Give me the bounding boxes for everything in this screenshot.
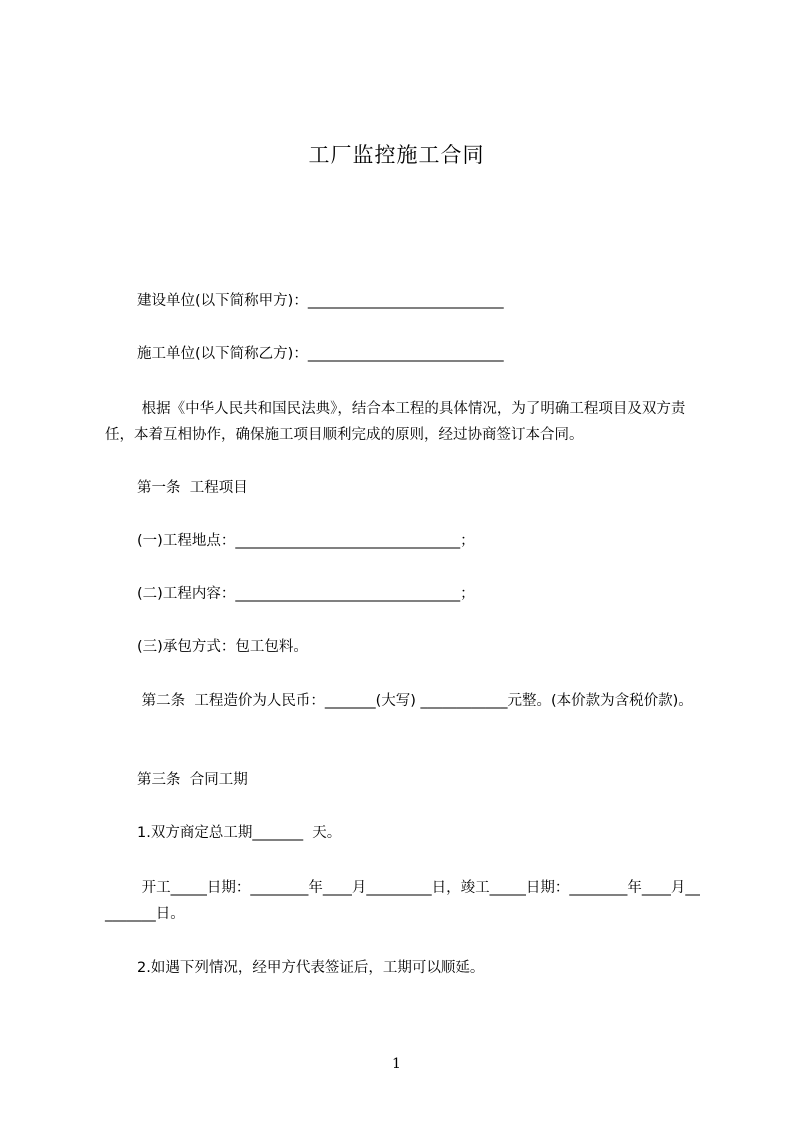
article-1-item-location: (一)工程地点：_______________________________；	[137, 533, 475, 549]
party-a-line: 建设单位(以下简称甲方)：___________________________	[137, 293, 504, 309]
article-3-heading: 第三条 合同工期	[137, 772, 248, 788]
document-title: 工厂监控施工合同	[308, 143, 485, 167]
page-number: 1	[392, 1056, 401, 1072]
article-2-paragraph: 第二条 工程造价为人民币：_______(大写) ____________元整。(本价款为含税价款)。	[137, 693, 693, 709]
preamble-paragraph: 根据《中华人民共和国民法典》，结合本工程的具体情况，为了明确工程项目及双方责任，本着互相协作，确保施工项目顺利完成的原则，经过协商签订本合同。	[105, 401, 686, 443]
article-3-clause-2: 2.如遇下列情况，经甲方代表签证后，工期可以顺延。	[137, 960, 485, 976]
party-b-line: 施工单位(以下简称乙方)：___________________________	[137, 346, 504, 362]
article-3-clause-1: 1.双方商定总工期_______ 天。	[137, 825, 342, 841]
article-1-heading: 第一条 工程项目	[137, 480, 248, 496]
article-1-item-content: (二)工程内容：_______________________________；	[137, 586, 475, 602]
article-1-item-contract-method: (三)承包方式：包工包料。	[137, 639, 308, 655]
start-completion-dates: 开工_____日期：________年____月_________日，竣工_____日期：________年____月_________日。	[105, 880, 700, 922]
